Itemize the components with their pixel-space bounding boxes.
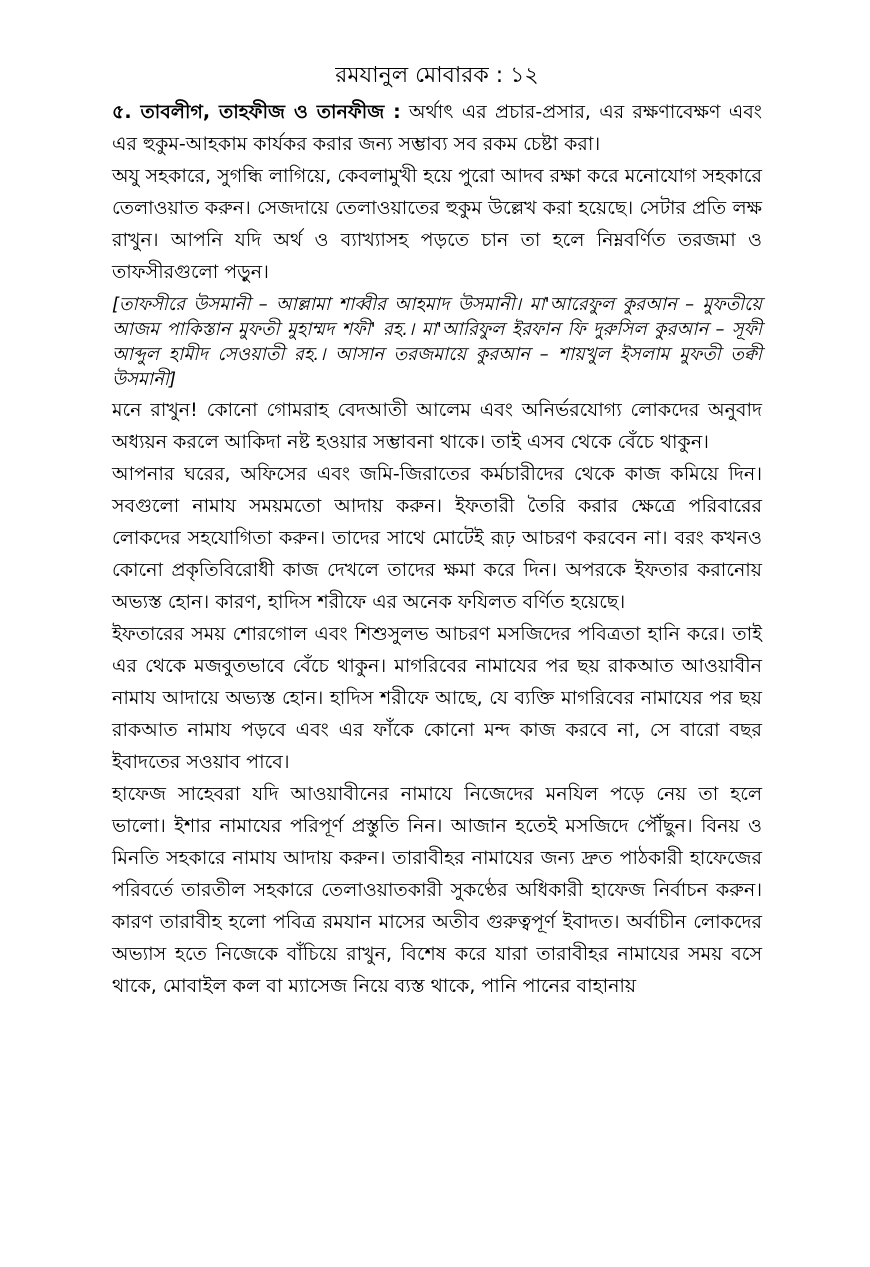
paragraph-tabligh [112, 96, 762, 160]
paragraph-iftar-conduct: ইফতারের সময় শোরগোল এবং শিশুসুলভ আচরণ মসজিদের পবিত্রতা হানি করে। তাই এর থেকে মজবুতভাবে বেঁচে থাকুন। মাগরিবের নামাযের পর ছয় রাকআত আওয়াবীন নামায আদায়ে অভ্যস্ত হোন। হাদিস শরীফে আছে, যে ব্যক্তি মাগরিবের নামাযের পর ছয় রাকআত নামায পড়বে এবং এর ফাঁকে কোনো মন্দ কাজ করবে না, সে বারো বছর ইবাদতের সওয়াব পাবে। [112, 623, 762, 773]
paragraph-tabligh-body: অর্থাৎ এর প্রচার-প্রসার, এর রক্ষণাবেক্ষণ এবং এর হুকুম-আহকাম কার্যকর করার জন্য সম্ভাব্য সব রকম চেষ্টা করা। [112, 101, 762, 155]
section-heading: ৫. তাবলীগ, তাহফীজ ও তানফীজ : [112, 101, 401, 123]
page-content [112, 58, 762, 1002]
paragraph-workload: আপনার ঘরের, অফিসের এবং জমি-জিরাতের কর্মচারীদের থেকে কাজ কমিয়ে দিন। সবগুলো নামায সময়মতো আদায় করুন। ইফতারী তৈরি করার ক্ষেত্রে পরিবারের লোকদের সহযোগিতা করুন। তাদের সাথে মোটেই রূঢ় আচরণ করবেন না। বরং কখনও কোনো প্রকৃতিবিরোধী কাজ দেখলে তাদের ক্ষমা করে দিন। অপরকে ইফতার করানোয় অভ্যস্ত হোন। কারণ, হাদিস শরীফে এর অনেক ফযিলত বর্ণিত হয়েছে। [112, 463, 762, 613]
paragraph-taraweeh: হাফেজ সাহেবরা যদি আওয়াবীনের নামাযে নিজেদের মনযিল পড়ে নেয় তা হলে ভালো। ইশার নামাযের পরিপূর্ণ প্রস্তুতি নিন। আজান হতেই মসজিদে পৌঁছুন। বিনয় ও মিনতি সহকারে নামায আদায় করুন। তারাবীহর নামাযের জন্য দ্রুত পাঠকারী হাফেজের পরিবর্তে তারতীল সহকারে তেলাওয়াতকারী সুকণ্ঠের অধিকারী হাফেজ নির্বাচন করুন। কারণ তারাবীহ হলো পবিত্র রমযান মাসের অতীব গুরুত্বপূর্ণ ইবাদত। অর্বাচীন লোকদের অভ্যাস হতে নিজেকে বাঁচিয়ে রাখুন, বিশেষ করে যারা তারাবীহর নামাযের সময় বসে থাকে, মোবাইল কল বা ম্যাসেজ নিয়ে ব্যস্ত থাকে, পানি পানের বাহানায় [112, 783, 762, 997]
paragraph-recitation-etiquette: অযু সহকারে, সুগন্ধি লাগিয়ে, কেবলামুখী হয়ে পুরো আদব রক্ষা করে মনোযোগ সহকারে তেলাওয়াত করুন। সেজদায়ে তেলাওয়াতের হুকুম উল্লেখ করা হয়েছে। সেটার প্রতি লক্ষ রাখুন। আপনি যদি অর্থ ও ব্যাখ্যাসহ পড়তে চান তা হলে নিম্নবর্ণিত তরজমা ও তাফসীরগুলো পড়ুন। [112, 165, 762, 283]
tafsir-references: [তাফসীরে উসমানী – আল্লামা শাব্বীর আহমাদ উসমানী। মা'আরেফুল কুরআন – মুফতীয়ে আজম পাকিস্তান মুফতী মুহাম্মদ শফী' রহ.। মা'আরিফুল ইরফান ফি দুরুসিল কুরআন – সূফী আব্দুল হামীদ সেওয়াতী রহ.। আসান তরজমায়ে কুরআন – শায়খুল ইসলাম মুফতী তক্বী উসমানী] [112, 294, 762, 390]
page-header: রমযানুল মোবারক : ১২ [335, 63, 539, 88]
paragraph-caution: মনে রাখুন! কোনো গোমরাহ বেদআতী আলেম এবং অনির্ভরযোগ্য লোকদের অনুবাদ অধ্যয়ন করলে আকিদা নষ্ট হওয়ার সম্ভাবনা থাকে। তাই এসব থেকে বেঁচে থাকুন। [112, 399, 762, 453]
